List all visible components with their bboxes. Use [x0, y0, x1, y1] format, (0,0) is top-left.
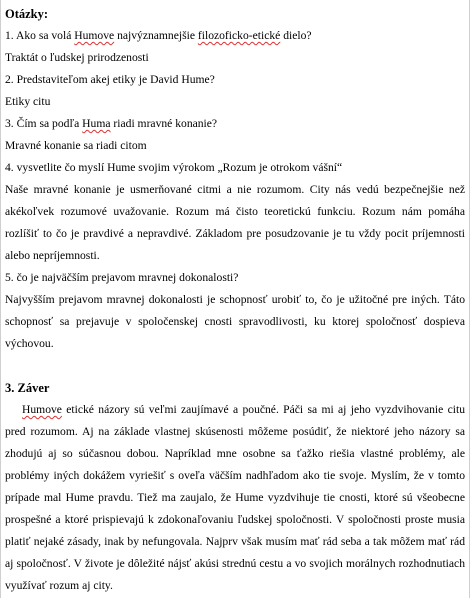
- question-1: 1. Ako sa volá Humove najvýznamnejšie filozoficko-etické dielo?: [5, 29, 312, 42]
- misspelled-word[interactable]: filozoficko-etické: [197, 29, 281, 42]
- conclusion-heading: 3. Záver: [5, 381, 50, 395]
- conclusion-paragraph: Humove etické názory sú veľmi zaujímavé a poučné. Páči sa mi aj jeho vyzdvihovanie citu pred rozumom. Aj na základe vlastnej skúsenosti môžeme posúdiť, že niektoré jeho názory sa zhodujú aj so súčasnou dobou. Napríklad mne osobne sa ťažko riešia vlastné problémy, ale problémy iných dokážem vyriešiť s oveľa väčším nadhľadom ako tie svoje. Myslím, že v tomto prípade mal Hume pravdu. Tiež ma zaujalo, že Hume vyzdvihuje tie cnosti, ktoré sú všeobecne prospešné a ktoré prispievajú k zdokonaľovaniu ľudskej spoločnosti. V spoločnosti proste musia platiť nejaké zásady, inak by nefungovala. Najprv však musím mať rád seba a tak môžem mať rád aj spoločnosť. V živote je dôležité nájsť akúsi strednú cestu a vo svojich morálnych rozhodnutiach využívať rozum aj city.: [5, 403, 465, 592]
- question-4: 4. vysvetlite čo myslí Hume svojim výrokom „Rozum je otrokom vášní“: [5, 161, 343, 174]
- misspelled-word[interactable]: Humove: [22, 403, 62, 416]
- answer-4: Naše mravné konanie je usmerňované citmi a nie rozumom. City nás vedú bezpečnejšie než akékoľvek rozumové uvažovanie. Rozum má čisto teoretickú funkciu. Rozum nám pomáha rozlíšiť to čo je pravdivé a nepravdivé. Základom pre posudzovanie je tu vždy pocit príjemnosti alebo nepríjemnosti.: [5, 183, 465, 262]
- blank-line: [5, 355, 465, 377]
- answer-3: Mravné konanie sa riadi citom: [5, 139, 147, 152]
- answer-2: Etiky citu: [5, 95, 51, 108]
- answer-5: Najvyšším prejavom mravnej dokonalosti je schopnosť urobiť to, čo je užitočné pre iných. Táto schopnosť sa prejavuje v spoločenskej cnosti spravodlivosti, ku ktorej spoločnosť dospieva výchovou.: [5, 293, 465, 350]
- misspelled-word[interactable]: Humove: [74, 29, 115, 42]
- question-3: 3. Čím sa podľa Huma riadi mravné konanie?: [5, 117, 218, 130]
- question-5: 5. čo je najväčším prejavom mravnej dokonalosti?: [5, 271, 239, 284]
- misspelled-word[interactable]: Huma: [82, 117, 111, 130]
- questions-heading: Otázky:: [5, 7, 49, 21]
- question-2: 2. Predstaviteľom akej etiky je David Hume?: [5, 73, 215, 86]
- answer-1: Traktát o ľudskej prirodzenosti: [5, 51, 149, 64]
